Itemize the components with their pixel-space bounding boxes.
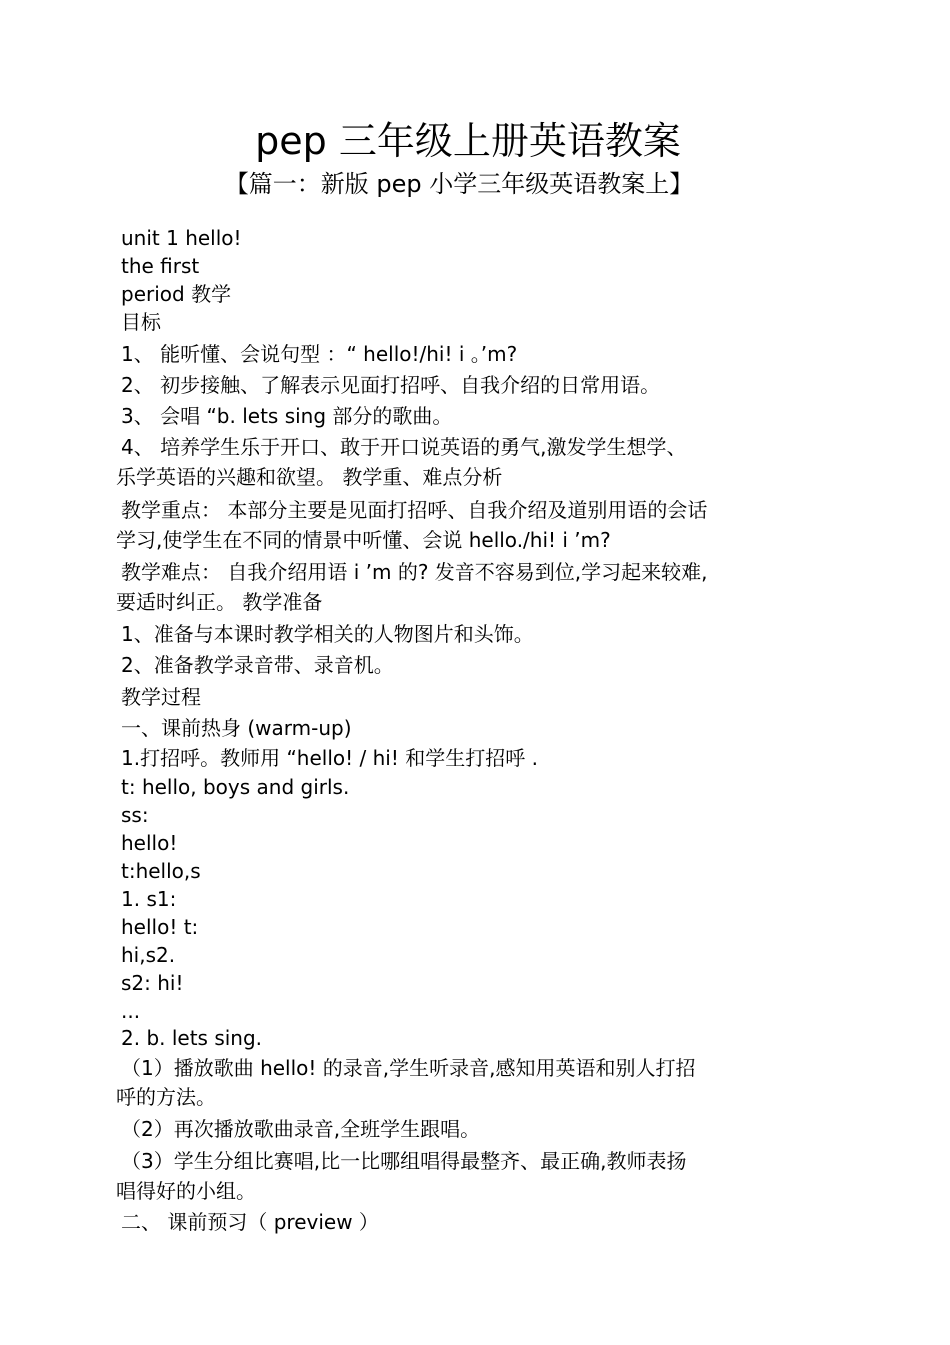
text-line: （3）学生分组比赛唱,比一比哪组唱得最整齐、最正确,教师表扬 xyxy=(121,1149,687,1173)
text-line: 教学重点： 本部分主要是见面打招呼、自我介绍及道别用语的会话 xyxy=(121,498,708,522)
text-line: t:hello,s xyxy=(121,859,201,883)
text-line: （1）播放歌曲 hello! 的录音,学生听录音,感知用英语和别人打招 xyxy=(121,1056,696,1080)
text-line: 3、 会唱 “b. lets sing 部分的歌曲。 xyxy=(121,404,453,428)
text-line: 教学难点： 自我介绍用语 i ’m 的? 发音不容易到位,学习起来较难, xyxy=(121,560,708,584)
text-line: （2）再次播放歌曲录音,全班学生跟唱。 xyxy=(121,1117,481,1141)
text-line: 目标 xyxy=(121,310,161,334)
text-line: 2、准备教学录音带、录音机。 xyxy=(121,653,394,677)
text-line: hi,s2. xyxy=(121,943,176,967)
text-line: 一、课前热身 (warm-up) xyxy=(121,716,352,740)
text-line: ss: xyxy=(121,803,149,827)
text-line: 学习,使学生在不同的情景中听懂、会说 hello./hi! i ’m? xyxy=(116,528,611,552)
document-subtitle: 【篇一：新版 pep 小学三年级英语教案上】 xyxy=(224,170,694,198)
text-line: 1、准备与本课时教学相关的人物图片和头饰。 xyxy=(121,622,534,646)
text-line: 呼的方法。 xyxy=(116,1085,216,1109)
text-line: ... xyxy=(121,999,141,1023)
text-line: unit 1 hello! xyxy=(121,226,242,250)
text-line: period 教学 xyxy=(121,282,232,306)
text-line: 教学过程 xyxy=(121,685,201,709)
text-line: 二、 课前预习（ preview ） xyxy=(121,1210,379,1234)
text-line: the first xyxy=(121,254,200,278)
text-line: 唱得好的小组。 xyxy=(116,1179,256,1203)
text-line: hello! xyxy=(121,831,178,855)
text-line: s2: hi! xyxy=(121,971,184,995)
text-line: 2. b. lets sing. xyxy=(121,1026,263,1050)
text-line: 1、 能听懂、会说句型 ：“ hello!/hi! i 。’m? xyxy=(121,342,518,366)
text-line: hello! t: xyxy=(121,915,199,939)
text-line: 乐学英语的兴趣和欲望。 教学重、难点分析 xyxy=(116,465,503,489)
text-line: 1.打招呼。教师用 “hello! / hi! 和学生打招呼 . xyxy=(121,746,538,770)
text-line: 1. s1: xyxy=(121,887,177,911)
text-line: 要适时纠正。 教学准备 xyxy=(116,590,323,614)
document-title: pep 三年级上册英语教案 xyxy=(255,119,681,163)
text-line: t: hello, boys and girls. xyxy=(121,775,350,799)
text-line: 2、 初步接触、了解表示见面打招呼、自我介绍的日常用语。 xyxy=(121,373,661,397)
text-line: 4、 培养学生乐于开口、敢于开口说英语的勇气,激发学生想学、 xyxy=(121,435,687,459)
